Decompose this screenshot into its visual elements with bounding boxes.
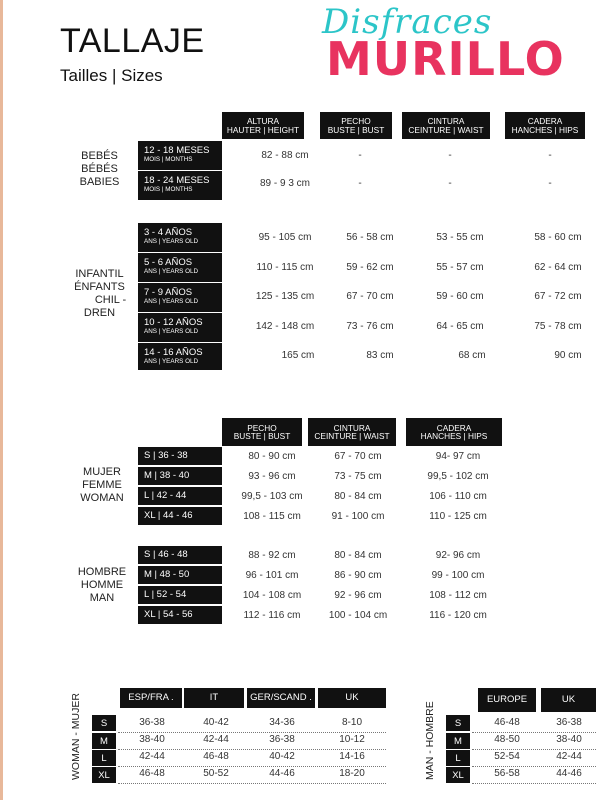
cell-value: 100 - 104 cm (328, 610, 388, 621)
cell-value: 50-52 (203, 768, 229, 779)
cell-value: 58 - 60 cm (534, 232, 582, 243)
size-label: 18 - 24 MESES (144, 175, 210, 186)
group-label-babies (62, 150, 137, 189)
cell-value: 90 cm (554, 350, 582, 361)
group-label-line: INFANTIL (75, 268, 124, 280)
cell-value: 53 - 55 cm (436, 232, 484, 243)
size-box-kids-1 (138, 223, 222, 252)
group-label-line: HOMME (80, 579, 124, 591)
man-conv-size-l: L (446, 750, 470, 766)
cell-value: 8-10 (341, 717, 362, 728)
cell-value: 73 - 76 cm (346, 321, 394, 332)
cell-value: 36-38 (556, 717, 582, 728)
kids-header-height (222, 112, 304, 139)
woman-conv-header-it: IT (184, 688, 244, 708)
cell-value: 93 - 96 cm (248, 471, 296, 482)
cell-value: - (448, 178, 452, 189)
cell-value: 99 - 100 cm (431, 570, 485, 581)
cell-value: 56-58 (494, 768, 520, 779)
cell-value: 116 - 120 cm (429, 610, 487, 621)
group-label-line: HOMBRE (77, 566, 127, 578)
row-divider (118, 783, 386, 784)
size-label: M | 38 - 40 (144, 470, 190, 481)
cell-value: 75 - 78 cm (534, 321, 582, 332)
page-title: TALLAJE (60, 22, 205, 60)
kids-header-waist (402, 112, 490, 139)
cell-value: 36-38 (269, 734, 295, 745)
brand-logo-script: Disfraces (322, 2, 493, 42)
header-label: PECHO (247, 422, 277, 433)
cell-value: 36-38 (139, 717, 165, 728)
man-conv-size-s: S (446, 715, 470, 731)
header-label: CINTURA (333, 422, 371, 433)
size-box-woman-1 (138, 447, 222, 465)
header-sublabel: HAUTER | HEIGHT (226, 124, 300, 135)
cell-value: - (448, 150, 452, 161)
size-label: 14 - 16 AÑOS (144, 347, 203, 358)
cell-value: 67 - 70 cm (334, 451, 382, 462)
cell-value: 44-46 (269, 768, 295, 779)
size-label: S | 36 - 38 (144, 450, 188, 461)
cell-value: 89 - 9 3 cm (259, 178, 311, 189)
woman-conv-header-uk: UK (318, 688, 386, 708)
cell-value: 108 - 115 cm (243, 511, 301, 522)
group-label-line: MUJER (83, 466, 121, 478)
cell-value: 59 - 62 cm (346, 262, 394, 273)
cell-value: 80 - 84 cm (334, 491, 382, 502)
cell-value: 56 - 58 cm (346, 232, 394, 243)
row-divider (472, 732, 596, 733)
man-conv-header-europe: EUROPE (478, 688, 536, 712)
group-label-line: BEBÉS (81, 150, 118, 162)
row-divider (118, 749, 386, 750)
size-label: L | 42 - 44 (144, 490, 187, 501)
group-label-line: MAN (89, 592, 115, 604)
cell-value: 38-40 (556, 734, 582, 745)
size-box-man-2 (138, 566, 222, 584)
group-label-line: BÉBÉS (81, 163, 118, 175)
adult-header-waist (308, 418, 396, 446)
size-label: XL | 44 - 46 (144, 510, 193, 521)
woman-conv-vertical-label: WOMAN - MUJER (70, 693, 82, 780)
size-sublabel: MOIS | MONTHS (144, 186, 193, 193)
group-label-line: WOMAN (80, 492, 124, 504)
header-label: PECHO (341, 116, 371, 127)
row-divider (118, 732, 386, 733)
cell-value: 110 - 125 cm (429, 511, 487, 522)
cell-value: 83 cm (366, 350, 394, 361)
header-sublabel: CEINTURE | WAIST (408, 124, 484, 135)
cell-value: 112 - 116 cm (243, 610, 301, 621)
size-box-kids-5 (138, 343, 222, 370)
cell-value: 59 - 60 cm (436, 291, 484, 302)
cell-value: 99,5 - 103 cm (241, 491, 303, 502)
size-label: 10 - 12 AÑOS (144, 317, 203, 328)
size-sublabel: ANS | YEARS OLD (144, 298, 199, 305)
cell-value: 38-40 (139, 734, 165, 745)
cell-value: 67 - 70 cm (346, 291, 394, 302)
man-conv-vertical-label: MAN - HOMBRE (424, 701, 436, 780)
size-label: 12 - 18 MESES (144, 145, 210, 156)
man-conv-size-m: M (446, 733, 470, 749)
adult-header-hips (406, 418, 502, 446)
size-box-kids-4 (138, 313, 222, 342)
cell-value: 34-36 (269, 717, 295, 728)
group-label-line: FEMME (82, 479, 122, 491)
group-label-line: ÉNFANTS (74, 281, 125, 293)
size-label: XL | 54 - 56 (144, 609, 193, 620)
size-box-woman-2 (138, 467, 222, 485)
cell-value: 64 - 65 cm (436, 321, 484, 332)
cell-value: 67 - 72 cm (534, 291, 582, 302)
woman-conv-size-s: S (92, 715, 116, 731)
cell-value: 94- 97 cm (435, 451, 481, 462)
row-divider (472, 766, 596, 767)
woman-conv-header-ger: GER/SCAND . (247, 688, 315, 708)
size-label: S | 46 - 48 (144, 549, 188, 560)
cell-value: 18-20 (339, 768, 365, 779)
header-label: ALTURA (246, 116, 280, 127)
cell-value: 73 - 75 cm (334, 471, 382, 482)
cell-value: 40-42 (269, 751, 295, 762)
size-sublabel: ANS | YEARS OLD (144, 268, 199, 275)
header-sublabel: HANCHES | HIPS (420, 431, 488, 441)
cell-value: - (358, 178, 362, 189)
kids-header-hips (505, 112, 585, 139)
group-label-line: BABIES (79, 176, 120, 188)
header-label: CADERA (436, 422, 472, 433)
row-divider (472, 783, 596, 784)
group-label-woman (62, 466, 142, 505)
cell-value: 125 - 135 cm (255, 291, 315, 302)
cell-value: 106 - 110 cm (429, 491, 487, 502)
cell-value: 88 - 92 cm (248, 550, 296, 561)
cell-value: 92- 96 cm (435, 550, 481, 561)
size-sublabel: ANS | YEARS OLD (144, 328, 199, 335)
cell-value: 91 - 100 cm (331, 511, 385, 522)
size-label: M | 48 - 50 (144, 569, 190, 580)
cell-value: 10-12 (339, 734, 365, 745)
group-label-kids (62, 268, 137, 320)
kids-header-bust (320, 112, 392, 139)
woman-conv-size-xl: XL (92, 767, 116, 783)
woman-conv-header-esp: ESP/FRA . (120, 688, 182, 708)
cell-value: 108 - 112 cm (429, 590, 487, 601)
header-sublabel: BUSTE | BUST (233, 431, 291, 441)
cell-value: 40-42 (203, 717, 229, 728)
cell-value: 46-48 (494, 717, 520, 728)
cell-value: 55 - 57 cm (436, 262, 484, 273)
brand-logo-wordmark: MURILLO (326, 32, 565, 86)
cell-value: 80 - 84 cm (334, 550, 382, 561)
cell-value: - (548, 150, 552, 161)
cell-value: 95 - 105 cm (258, 232, 312, 243)
size-box-man-3 (138, 586, 222, 604)
cell-value: 46-48 (203, 751, 229, 762)
cell-value: 80 - 90 cm (248, 451, 296, 462)
row-divider (118, 766, 386, 767)
cell-value: 48-50 (494, 734, 520, 745)
size-box-kids-3 (138, 283, 222, 312)
size-label: 3 - 4 AÑOS (144, 227, 193, 238)
group-label-man (62, 566, 142, 605)
cell-value: 42-44 (556, 751, 582, 762)
size-box-kids-2 (138, 253, 222, 282)
cell-value: 46-48 (139, 768, 165, 779)
cell-value: 42-44 (139, 751, 165, 762)
page-subtitle: Tailles | Sizes (60, 66, 163, 85)
man-conv-size-xl: XL (446, 767, 470, 783)
header-label: CADERA (527, 116, 563, 127)
size-label: L | 52 - 54 (144, 589, 187, 600)
cell-value: 14-16 (339, 751, 365, 762)
cell-value: 92 - 96 cm (334, 590, 382, 601)
row-divider (472, 749, 596, 750)
size-label: 7 - 9 AÑOS (144, 287, 193, 298)
cell-value: 44-46 (556, 768, 582, 779)
page-edge-strip (0, 0, 3, 800)
size-sublabel: MOIS | MONTHS (144, 156, 193, 163)
cell-value: 110 - 115 cm (256, 262, 314, 273)
cell-value: 96 - 101 cm (245, 570, 299, 581)
cell-value: 165 cm (281, 350, 315, 361)
cell-value: 62 - 64 cm (534, 262, 582, 273)
cell-value: 104 - 108 cm (242, 590, 302, 601)
group-label-line: CHIL - (94, 294, 127, 306)
header-sublabel: BUSTE | BUST (327, 124, 385, 135)
cell-value: 82 - 88 cm (261, 150, 309, 161)
size-box-man-1 (138, 546, 222, 564)
size-sublabel: ANS | YEARS OLD (144, 238, 199, 245)
adult-header-bust (222, 418, 302, 446)
header-sublabel: HANCHES | HIPS (511, 124, 579, 135)
size-box-woman-4 (138, 507, 222, 525)
group-label-line: DREN (83, 307, 116, 319)
cell-value: 68 cm (458, 350, 486, 361)
cell-value: - (358, 150, 362, 161)
man-conv-header-uk: UK (541, 688, 596, 712)
size-sublabel: ANS | YEARS OLD (144, 358, 199, 365)
cell-value: 99,5 - 102 cm (427, 471, 489, 482)
size-label: 5 - 6 AÑOS (144, 257, 193, 268)
size-box-woman-3 (138, 487, 222, 505)
woman-conv-size-l: L (92, 750, 116, 766)
cell-value: 52-54 (494, 751, 520, 762)
size-box-man-4 (138, 606, 222, 624)
woman-conv-size-m: M (92, 733, 116, 749)
cell-value: 86 - 90 cm (334, 570, 382, 581)
cell-value: 142 - 148 cm (255, 321, 315, 332)
cell-value: - (548, 178, 552, 189)
header-sublabel: CEINTURE | WAIST (314, 431, 390, 441)
size-box-babies-1 (138, 141, 222, 170)
header-label: CINTURA (427, 116, 465, 127)
size-box-babies-2 (138, 171, 222, 200)
cell-value: 42-44 (203, 734, 229, 745)
